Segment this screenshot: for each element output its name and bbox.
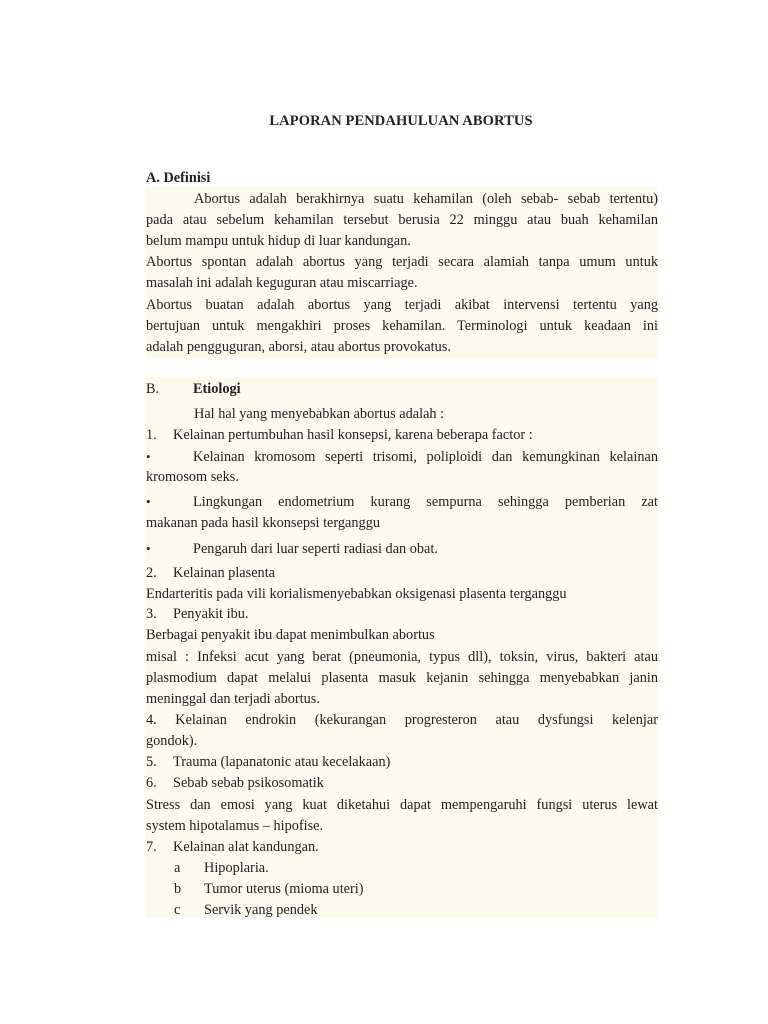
- definisi-p1-line2: pada atau sebelum kehamilan tersebut berusia 22 minggu atau buah kehamilan: [146, 212, 658, 228]
- sub-text: Tumor uterus (mioma uteri): [204, 881, 364, 897]
- bullet-icon: •: [146, 541, 151, 556]
- bullet-item-2-line1: [146, 491, 658, 513]
- sub-item-a: [146, 858, 658, 879]
- list-text: Sebab sebab psikosomatik: [173, 775, 324, 791]
- definisi-p3-line2: bertujuan untuk mengakhiri proses kehamilan. Terminologi untuk keadaan ini: [146, 318, 658, 334]
- list-item-4-line1: 4. Kelainan endrokin (kekurangan progresteron atau dysfungsi kelenjar: [146, 712, 658, 728]
- section-b-letter: B.: [146, 381, 160, 397]
- bullet-icon: •: [146, 449, 151, 464]
- list-item-3-desc-line2: misal : Infeksi acut yang berat (pneumonia, typus dll), toksin, virus, bakteri atau: [146, 649, 658, 665]
- list-item-3-desc-line1: Berbagai penyakit ibu dapat menimbulkan abortus: [146, 627, 435, 643]
- list-item-4-line2: gondok).: [146, 733, 198, 749]
- list-item-6-desc-line1: Stress dan emosi yang kuat diketahui dapat mempengaruhi fungsi uterus lewat: [146, 797, 658, 813]
- list-text: Trauma (lapanatonic atau kecelakaan): [173, 754, 391, 770]
- bullet-item-3: [146, 538, 658, 560]
- document-title: LAPORAN PENDAHULUAN ABORTUS: [269, 113, 533, 129]
- list-number: 2.: [146, 565, 157, 581]
- bullet-text: Pengaruh dari luar seperti radiasi dan obat.: [193, 541, 438, 557]
- list-item-7: [146, 837, 658, 858]
- definisi-p3-line3: adalah pengguguran, aborsi, atau abortus provokatus.: [146, 339, 451, 355]
- list-item-6: [146, 773, 658, 794]
- list-item-3-desc-line3: plasmodium dapat melalui plasenta masuk kejanin sehingga menyebabkan janin: [146, 670, 658, 686]
- sub-letter: b: [174, 881, 182, 897]
- list-number: 7.: [146, 839, 157, 855]
- list-item-5: [146, 752, 658, 773]
- bullet-text: Lingkungan endometrium kurang sempurna sehingga pemberian zat: [193, 494, 658, 510]
- list-item-3: [146, 604, 658, 625]
- list-text: Kelainan alat kandungan.: [173, 839, 319, 855]
- definisi-p1-line1: Abortus adalah berakhirnya suatu kehamilan (oleh sebab- sebab tertentu): [194, 191, 658, 207]
- list-number: 6.: [146, 775, 157, 791]
- sub-text: Servik yang pendek: [204, 902, 318, 918]
- list-item-6-desc-line2: system hipotalamus – hipofise.: [146, 818, 324, 834]
- section-a-heading: A. Definisi: [146, 170, 211, 186]
- sub-letter: c: [174, 902, 181, 918]
- definisi-p2-line2: masalah ini adalah keguguran atau miscarriage.: [146, 275, 418, 291]
- bullet-item-2-line2: makanan pada hasil kkonsepsi terganggu: [146, 515, 380, 531]
- list-text: Kelainan plasenta: [173, 565, 276, 581]
- list-item-1: [146, 425, 658, 446]
- section-b-heading: [146, 379, 658, 400]
- bullet-item-1-line1: [146, 446, 658, 468]
- list-item-3-desc-line4: meninggal dan terjadi abortus.: [146, 691, 320, 707]
- list-number: 3.: [146, 606, 157, 622]
- definisi-p3-line1: Abortus buatan adalah abortus yang terjadi akibat intervensi tertentu yang: [146, 297, 658, 313]
- list-number: 5.: [146, 754, 157, 770]
- definisi-p1-line3: belum mampu untuk hidup di luar kandungan.: [146, 233, 411, 249]
- sub-item-c: [146, 900, 658, 921]
- definisi-p2-line1: Abortus spontan adalah abortus yang terjadi secara alamiah tanpa umum untuk: [146, 254, 658, 270]
- list-text: Kelainan pertumbuhan hasil konsepsi, karena beberapa factor :: [173, 427, 533, 443]
- sub-item-b: [146, 879, 658, 900]
- bullet-item-1-line2: kromosom seks.: [146, 469, 239, 485]
- list-number: 1.: [146, 427, 157, 443]
- etiologi-intro: Hal hal yang menyebabkan abortus adalah :: [194, 406, 445, 422]
- bullet-text: Kelainan kromosom seperti trisomi, poliploidi dan kemungkinan kelainan: [193, 449, 658, 465]
- sub-letter: a: [174, 860, 181, 876]
- list-item-2-desc: Endarteritis pada vili korialismenyebabkan oksigenasi plasenta terganggu: [146, 586, 567, 602]
- section-b-title: Etiologi: [193, 381, 241, 397]
- list-item-2: [146, 563, 658, 584]
- bullet-icon: •: [146, 494, 151, 509]
- list-text: Penyakit ibu.: [173, 606, 249, 622]
- sub-text: Hipoplaria.: [204, 860, 269, 876]
